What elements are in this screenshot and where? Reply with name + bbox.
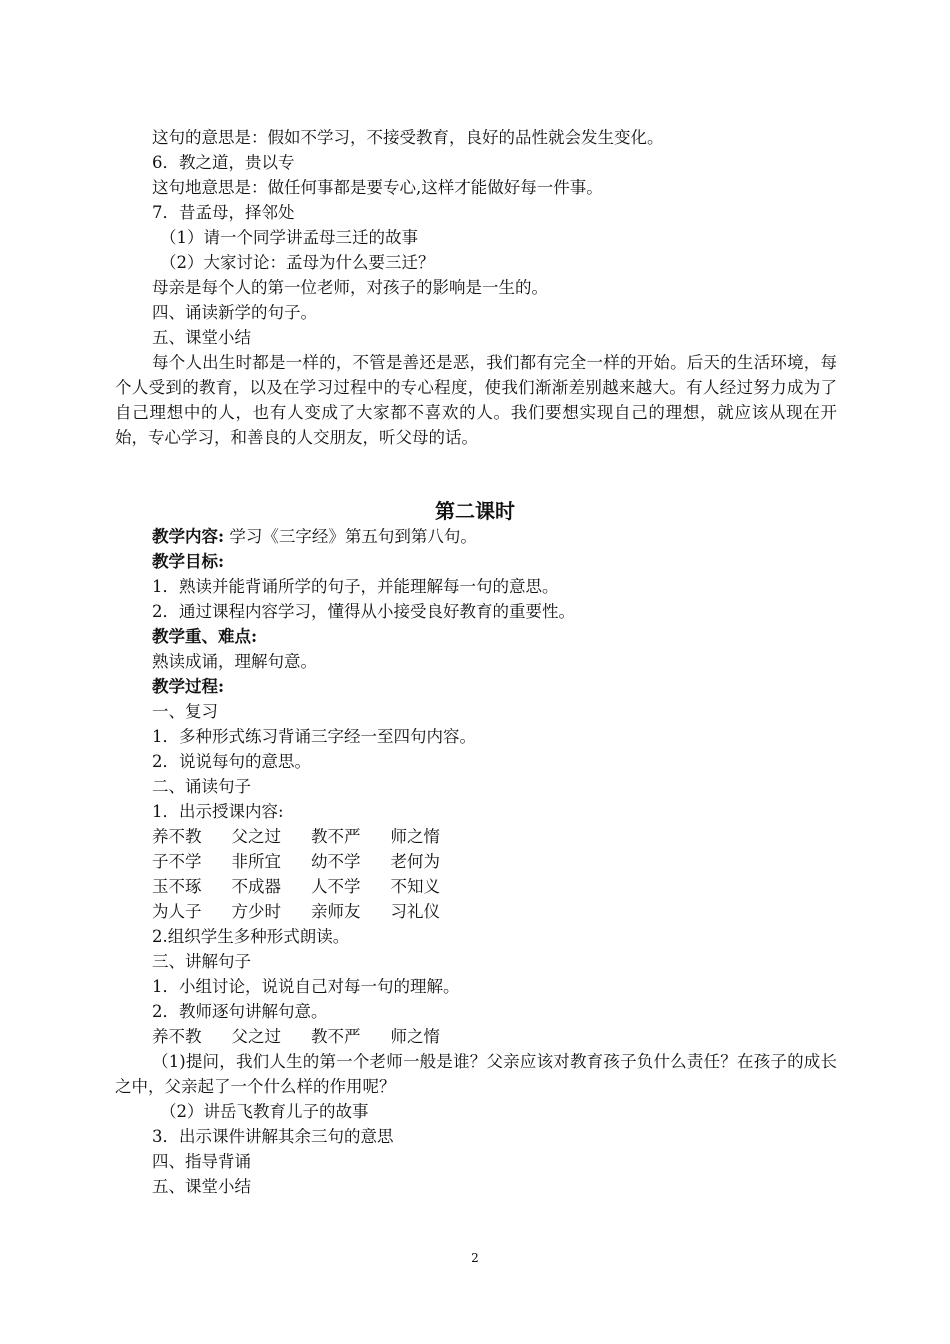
- text-line: 四、指导背诵: [152, 1152, 251, 1171]
- poem-phrase: 老何为: [390, 852, 440, 871]
- text-line: 2.组织学生多种形式朗读。: [152, 927, 350, 946]
- poem-phrase: 教不严: [311, 827, 361, 846]
- text-line: 五、课堂小结: [152, 328, 251, 347]
- text-line: 1．小组讨论，说说自己对每一句的理解。: [152, 977, 460, 996]
- poem-line: [0, 849, 950, 874]
- goals-label: 教学目标:: [152, 552, 225, 571]
- content-line: [0, 524, 950, 549]
- key-label: 教学重、难点:: [152, 627, 258, 646]
- text-line: 1．出示授课内容:: [152, 802, 284, 821]
- question-paragraph: （1)提问，我们人生的第一个老师一般是谁？父亲应该对教育孩子负什么责任？在孩子的成长之中，父亲起了一个什么样的作用呢？: [115, 1052, 837, 1096]
- poem-phrase: 师之惰: [390, 827, 440, 846]
- page-number: 2: [471, 1251, 479, 1265]
- text-line: 一、复习: [152, 702, 218, 721]
- poem-line: [0, 1024, 950, 1049]
- poem-phrase: 玉不琢: [152, 877, 202, 896]
- poem-phrase: 亲师友: [311, 902, 361, 921]
- text-line: 7．昔孟母，择邻处: [152, 203, 295, 222]
- poem-phrase: 父之过: [231, 827, 281, 846]
- poem-phrase: 人不学: [311, 877, 361, 896]
- text-line: 1．熟读并能背诵所学的句子，并能理解每一句的意思。: [152, 577, 559, 596]
- poem-phrase: 习礼仪: [390, 902, 440, 921]
- text-line: （2）讲岳飞教育儿子的故事: [160, 1102, 369, 1121]
- poem-phrase: 不成器: [231, 877, 281, 896]
- text-line: 二、诵读句子: [152, 777, 251, 796]
- text-line: 五、课堂小结: [152, 1177, 251, 1196]
- content-label: 教学内容:: [152, 527, 225, 546]
- text-line: 母亲是每个人的第一位老师，对孩子的影响是一生的。: [152, 278, 548, 297]
- content-text: 学习《三字经》第五句到第八句。: [229, 527, 477, 546]
- poem-phrase: 师之惰: [390, 1027, 440, 1046]
- poem-line: [0, 874, 950, 899]
- poem-line: [0, 824, 950, 849]
- text-line: 3．出示课件讲解其余三句的意思: [152, 1127, 394, 1146]
- text-line: 2．通过课程内容学习，懂得从小接受良好教育的重要性。: [152, 602, 575, 621]
- poem-phrase: 养不教: [152, 827, 202, 846]
- poem-phrase: 教不严: [311, 1027, 361, 1046]
- poem-phrase: 养不教: [152, 1027, 202, 1046]
- text-line: 2．说说每句的意思。: [152, 752, 311, 771]
- poem-line: [0, 899, 950, 924]
- text-line: 这句地意思是：做任何事都是要专心,这样才能做好每一件事。: [152, 178, 603, 197]
- poem-phrase: 父之过: [231, 1027, 281, 1046]
- text-line: 2．教师逐句讲解句意。: [152, 1002, 328, 1021]
- text-line: 这句的意思是：假如不学习，不接受教育，良好的品性就会发生变化。: [152, 128, 664, 147]
- text-line: 1．多种形式练习背诵三字经一至四句内容。: [152, 727, 476, 746]
- text-line: 四、诵读新学的句子。: [152, 303, 317, 322]
- poem-phrase: 非所宜: [231, 852, 281, 871]
- section-title: 第二课时: [435, 499, 515, 523]
- text-line: 6．教之道，贵以专: [152, 153, 295, 172]
- poem-phrase: 为人子: [152, 902, 202, 921]
- text-line: 三、讲解句子: [152, 952, 251, 971]
- text-line: 熟读成诵，理解句意。: [152, 652, 317, 671]
- poem-phrase: 不知义: [390, 877, 440, 896]
- poem-phrase: 方少时: [231, 902, 281, 921]
- text-line: （1）请一个同学讲孟母三迁的故事: [160, 228, 418, 247]
- process-label: 教学过程:: [152, 677, 225, 696]
- text-line: （2）大家讨论：孟母为什么要三迁？: [160, 253, 435, 272]
- poem-phrase: 幼不学: [311, 852, 361, 871]
- poem-phrase: 子不学: [152, 852, 202, 871]
- summary-paragraph: 每个人出生时都是一样的，不管是善还是恶，我们都有完全一样的开始。后天的生活环境，每个人受到的教育，以及在学习过程中的专心程度，使我们渐渐差别越来越大。有人经过努力成为了自己理想中的人，也有人变成了大家都不喜欢的人。我们要想实现自己的理想，就应该从现在开始，专心学习，和善良的人交朋友，听父母的话。: [115, 353, 837, 447]
